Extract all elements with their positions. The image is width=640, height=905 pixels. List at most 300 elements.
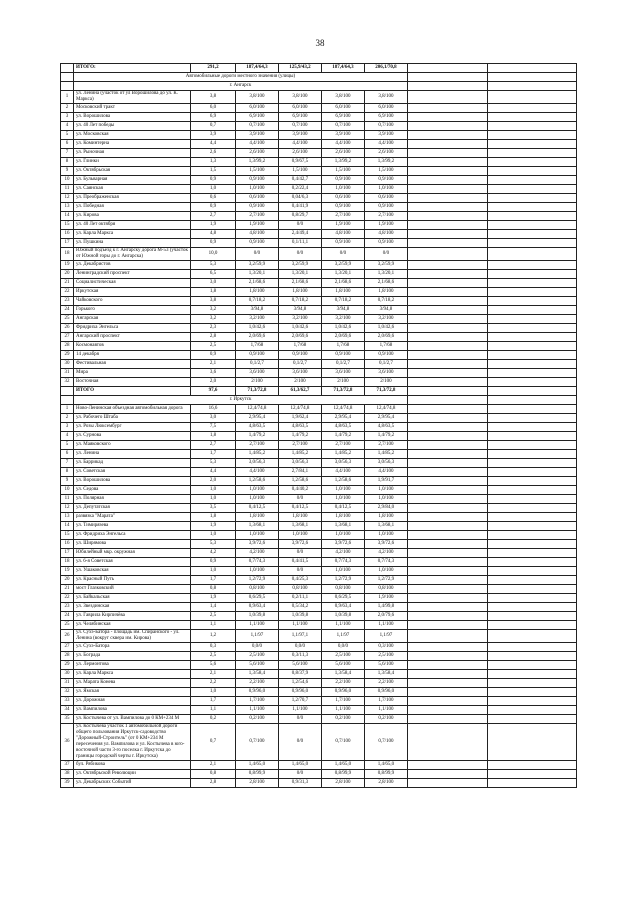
road-name-cell: Восточная: [74, 378, 191, 387]
value-cell-1: 4,8: [191, 230, 236, 239]
value-cell-3: 0,2/22,4: [279, 185, 322, 194]
empty-cell: [488, 306, 577, 315]
value-cell-3: 0,5/34,2: [279, 603, 322, 612]
value-cell-5: 1,0/100: [365, 185, 408, 194]
value-cell-5: 0,8/100: [365, 585, 408, 594]
value-cell-4: 3/94,8: [322, 306, 365, 315]
road-name-cell: Московский тракт: [74, 104, 191, 113]
empty-cell: [488, 91, 577, 104]
table-row: [61, 270, 577, 279]
empty-cell: [408, 540, 488, 549]
road-name-cell: ул. Глинки: [74, 158, 191, 167]
value-cell-3: 0,4/41,5: [279, 558, 322, 567]
total-value-4: 187,4/64,3: [322, 64, 365, 73]
value-cell-5: 0,7/18,2: [365, 297, 408, 306]
value-cell-1: 4,2: [191, 549, 236, 558]
value-cell-4: 1,0/100: [322, 531, 365, 540]
value-cell-4: 0,6/100: [322, 194, 365, 203]
empty-cell: [488, 185, 577, 194]
value-cell-3: 1,0/100: [279, 531, 322, 540]
row-number-cell: 32: [61, 378, 74, 387]
value-cell-5: 1,7/68: [365, 342, 408, 351]
empty-cell: [408, 158, 488, 167]
row-number-cell: 37: [61, 761, 74, 770]
table-row: [61, 203, 577, 212]
table-row: [61, 405, 577, 414]
row-number-cell: 36: [61, 724, 74, 761]
empty-cell: [488, 333, 577, 342]
value-cell-5: 2,0/79,6: [365, 612, 408, 621]
value-cell-2: 0,2/100: [236, 715, 279, 724]
empty-cell: [488, 706, 577, 715]
table-row: [61, 360, 577, 369]
empty-cell: [408, 360, 488, 369]
empty-cell: [408, 432, 488, 441]
table-row: [61, 715, 577, 724]
row-number-cell: 19: [61, 567, 74, 576]
table-row: [61, 441, 577, 450]
row-number-cell: 26: [61, 324, 74, 333]
value-cell-1: 2,8: [191, 779, 236, 788]
value-cell-4: 0,9/100: [322, 351, 365, 360]
value-cell-2: 0,7/74,3: [236, 558, 279, 567]
value-cell-2: 0,7/100: [236, 724, 279, 761]
value-cell-3: 4,4/100: [279, 140, 322, 149]
value-cell-4: 2,7/100: [322, 212, 365, 221]
row-number-cell: 18: [61, 558, 74, 567]
value-cell-2: 0,9/100: [236, 176, 279, 185]
table-row: [61, 315, 577, 324]
value-cell-4: 5,6/100: [322, 661, 365, 670]
table-row: [61, 504, 577, 513]
value-cell-2: 0,9/100: [236, 239, 279, 248]
row-number-cell: 10: [61, 176, 74, 185]
empty-cell: [408, 697, 488, 706]
road-name-cell: ул. Карла Маркса: [74, 670, 191, 679]
table-row: [61, 369, 577, 378]
row-number-cell: 31: [61, 679, 74, 688]
value-cell-3: 1,3/68,1: [279, 522, 322, 531]
value-cell-2: 1,0/100: [236, 495, 279, 504]
empty-cell: [408, 414, 488, 423]
value-cell-5: 6,0/100: [365, 104, 408, 113]
value-cell-1: 1,7: [191, 576, 236, 585]
row-number-cell: 38: [61, 770, 74, 779]
value-cell-3: 0,4/25,3: [279, 576, 322, 585]
road-name-cell: ул. Звездинская: [74, 603, 191, 612]
value-cell-4: 1,1/100: [322, 706, 365, 715]
value-cell-4: 1,0/100: [322, 567, 365, 576]
value-cell-3: 1,0/39,8: [279, 612, 322, 621]
value-cell-3: 1,2/54,6: [279, 679, 322, 688]
empty-cell: [408, 306, 488, 315]
empty-cell: [408, 324, 488, 333]
value-cell-1: 1,0: [191, 567, 236, 576]
table-row: [61, 414, 577, 423]
value-cell-1: 3,2: [191, 306, 236, 315]
table-row: [61, 185, 577, 194]
row-number-cell: 14: [61, 212, 74, 221]
empty-cell: [488, 113, 577, 122]
empty-cell: [408, 270, 488, 279]
road-name-cell: ул. Советская: [74, 468, 191, 477]
value-cell-2: 5,6/100: [236, 661, 279, 670]
value-cell-5: 1,1/100: [365, 706, 408, 715]
value-cell-4: 2/100: [322, 378, 365, 387]
value-cell-5: 3,8/100: [365, 91, 408, 104]
empty-cell: [488, 770, 577, 779]
row-number-cell: 34: [61, 706, 74, 715]
value-cell-1: 6,0: [191, 104, 236, 113]
value-cell-1: 1,0: [191, 688, 236, 697]
empty-cell: [408, 167, 488, 176]
empty-cell: [488, 486, 577, 495]
table-row: [61, 477, 577, 486]
empty-cell: [488, 441, 577, 450]
value-cell-4: 1,7/68: [322, 342, 365, 351]
value-cell-1: 3,6: [191, 369, 236, 378]
value-cell-4: 3,9/72,6: [322, 540, 365, 549]
row-number-cell: 7: [61, 149, 74, 158]
empty-cell: [408, 297, 488, 306]
empty-cell: [488, 630, 577, 643]
empty-cell: [61, 396, 74, 405]
empty-cell: [488, 342, 577, 351]
value-cell-1: 5,6: [191, 661, 236, 670]
table-row: [61, 194, 577, 203]
value-cell-2: 12,4/74,8: [236, 405, 279, 414]
value-cell-4: 1,4/65,0: [322, 761, 365, 770]
empty-cell: [488, 212, 577, 221]
empty-cell: [408, 203, 488, 212]
road-name-cell: ул. Маяковского: [74, 441, 191, 450]
value-cell-2: 1,7/68: [236, 342, 279, 351]
row-number-cell: 5: [61, 441, 74, 450]
empty-cell: [408, 688, 488, 697]
road-name-cell: ул. Тимирязева: [74, 522, 191, 531]
value-cell-1: 0,2: [191, 715, 236, 724]
value-cell-5: 4,8/100: [365, 230, 408, 239]
value-cell-2: 1,4/79,2: [236, 432, 279, 441]
row-number-cell: [61, 387, 74, 396]
value-cell-2: 1,4/85,2: [236, 450, 279, 459]
total-value-2: 187,4/64,3: [236, 64, 279, 73]
value-cell-4: 1,3/99,2: [322, 158, 365, 167]
value-cell-1: 0,8: [191, 770, 236, 779]
value-cell-3: 0/0: [279, 221, 322, 230]
city-angarsk-row: [61, 82, 577, 91]
empty-cell: [488, 73, 577, 82]
empty-cell: [488, 297, 577, 306]
value-cell-4: 1,4/79,2: [322, 432, 365, 441]
value-cell-1: 1,1: [191, 621, 236, 630]
empty-cell: [488, 315, 577, 324]
value-cell-5: 1,1/97: [365, 630, 408, 643]
value-cell-5: 3/94,8: [365, 306, 408, 315]
value-cell-1: 1,8: [191, 432, 236, 441]
value-cell-2: 1,9/100: [236, 221, 279, 230]
value-cell-4: 6,0/100: [322, 104, 365, 113]
empty-cell: [408, 221, 488, 230]
table-row: [61, 679, 577, 688]
empty-cell: [408, 140, 488, 149]
road-name-cell: 14 декабря: [74, 351, 191, 360]
value-cell-2: 1,2/58,6: [236, 477, 279, 486]
empty-cell: [488, 688, 577, 697]
value-cell-2: 4,2/100: [236, 549, 279, 558]
table-row: [61, 630, 577, 643]
value-cell-3: 0/0: [279, 248, 322, 261]
table-row: [61, 468, 577, 477]
value-cell-5: 4,4/100: [365, 468, 408, 477]
value-cell-5: 1,0/100: [365, 495, 408, 504]
value-cell-2: 2,7/100: [236, 212, 279, 221]
value-cell-3: 0,9/31,3: [279, 779, 322, 788]
row-number-cell: 13: [61, 203, 74, 212]
road-name-cell: Космонавтов: [74, 342, 191, 351]
value-cell-2: 2,0/69,6: [236, 333, 279, 342]
empty-cell: [408, 279, 488, 288]
value-cell-1: 0,9: [191, 176, 236, 185]
value-cell-1: 0,3: [191, 643, 236, 652]
value-cell-3: 3,9/100: [279, 131, 322, 140]
empty-cell: [488, 176, 577, 185]
value-cell-3: 0,9/100: [279, 351, 322, 360]
value-cell-4: 1,0/100: [322, 486, 365, 495]
value-cell-5: 2,5/100: [365, 652, 408, 661]
empty-cell: [408, 441, 488, 450]
row-number-cell: 9: [61, 477, 74, 486]
value-cell-5: 0,1/2,7: [365, 360, 408, 369]
value-cell-5: 0,2/100: [365, 715, 408, 724]
value-cell-3: 0,1/11,1: [279, 239, 322, 248]
empty-cell: [488, 221, 577, 230]
value-cell-4: 1,0/100: [322, 185, 365, 194]
value-cell-1: 0,7: [191, 724, 236, 761]
value-cell-1: 2,8: [191, 333, 236, 342]
value-cell-4: 1,0/100: [322, 495, 365, 504]
value-cell-5: 1,3/99,2: [365, 158, 408, 167]
city-irkutsk-row-label: г. Иркутск: [74, 396, 408, 405]
value-cell-2: 2,8/100: [236, 779, 279, 788]
road-name-cell: ул. Карла Маркса: [74, 230, 191, 239]
table-row: [61, 230, 577, 239]
empty-cell: [488, 459, 577, 468]
table-row: [61, 158, 577, 167]
table-row: [61, 688, 577, 697]
empty-cell: [488, 594, 577, 603]
empty-cell: [408, 261, 488, 270]
value-cell-5: 0,9/100: [365, 176, 408, 185]
total-value-3: 61,3/62,7: [279, 387, 322, 396]
value-cell-2: 1,0/100: [236, 567, 279, 576]
value-cell-2: 1,1/97: [236, 630, 279, 643]
row-number-cell: 32: [61, 688, 74, 697]
road-name-cell: ул. Ленина: [74, 450, 191, 459]
value-cell-3: 0,0/0: [279, 643, 322, 652]
row-number-cell: 17: [61, 239, 74, 248]
empty-cell: [408, 576, 488, 585]
road-name-cell: ул. Депутатская: [74, 504, 191, 513]
value-cell-2: 1,7/100: [236, 697, 279, 706]
empty-cell: [408, 513, 488, 522]
table-row: [61, 297, 577, 306]
value-cell-4: 1,3/68,1: [322, 522, 365, 531]
road-name-cell: ул. Октябрьская: [74, 167, 191, 176]
empty-cell: [408, 567, 488, 576]
value-cell-3: 0/0: [279, 495, 322, 504]
road-name-cell: ул. 40 Лет октября: [74, 221, 191, 230]
road-name-cell: ул. Марата Конева: [74, 679, 191, 688]
table-row: [61, 652, 577, 661]
value-cell-5: 0,6/100: [365, 194, 408, 203]
value-cell-5: 1,0/100: [365, 567, 408, 576]
empty-cell: [488, 149, 577, 158]
value-cell-4: 0,8/100: [322, 585, 365, 594]
value-cell-2: 0/0: [236, 248, 279, 261]
value-cell-4: 1,1/97: [322, 630, 365, 643]
road-name-cell: Мира: [74, 369, 191, 378]
value-cell-2: 0,0/0: [236, 643, 279, 652]
road-name-cell: ул. Рыночная: [74, 149, 191, 158]
value-cell-2: 0,8/99,9: [236, 770, 279, 779]
empty-cell: [408, 504, 488, 513]
empty-cell: [408, 82, 488, 91]
road-name-cell: Ангарская: [74, 315, 191, 324]
value-cell-3: 2,6/100: [279, 149, 322, 158]
value-cell-5: 0,9/100: [365, 203, 408, 212]
value-cell-3: 2,0/69,6: [279, 333, 322, 342]
value-cell-1: 2,6: [191, 149, 236, 158]
value-cell-4: 1,9/100: [322, 221, 365, 230]
value-cell-2: 1,3/20,1: [236, 270, 279, 279]
table-row: [61, 122, 577, 131]
value-cell-5: 2,2/100: [365, 679, 408, 688]
value-cell-1: 1,9: [191, 221, 236, 230]
row-number-cell: 10: [61, 486, 74, 495]
value-cell-1: 0,6: [191, 194, 236, 203]
road-name-cell: мост Глазковский: [74, 585, 191, 594]
empty-cell: [488, 203, 577, 212]
value-cell-4: 3,8/100: [322, 91, 365, 104]
table-row: [61, 670, 577, 679]
row-number-cell: 24: [61, 612, 74, 621]
value-cell-5: 0,8/99,9: [365, 770, 408, 779]
empty-cell: [408, 531, 488, 540]
empty-cell: [488, 477, 577, 486]
value-cell-4: 0/0: [322, 248, 365, 261]
table-row: [61, 450, 577, 459]
value-cell-4: 0,8/99,9: [322, 770, 365, 779]
empty-cell: [488, 230, 577, 239]
road-name-cell: ул. 40 Лет победы: [74, 122, 191, 131]
value-cell-5: 3,0/56,3: [365, 459, 408, 468]
value-cell-3: 0,4/12,5: [279, 504, 322, 513]
value-cell-2: 4,8/63,5: [236, 423, 279, 432]
road-name-cell: бул. Рябикова: [74, 761, 191, 770]
value-cell-2: 1,3/99,2: [236, 158, 279, 167]
empty-cell: [408, 558, 488, 567]
value-cell-1: 1,7: [191, 697, 236, 706]
value-cell-4: 1,1/100: [322, 621, 365, 630]
empty-cell: [408, 185, 488, 194]
empty-cell: [408, 661, 488, 670]
value-cell-1: 2,1: [191, 360, 236, 369]
value-cell-4: 3,6/100: [322, 369, 365, 378]
value-cell-4: 1,0/42,6: [322, 324, 365, 333]
value-cell-5: 1,8/100: [365, 288, 408, 297]
value-cell-2: 2,2/100: [236, 679, 279, 688]
value-cell-5: 2,8/100: [365, 779, 408, 788]
value-cell-4: 2,2/100: [322, 679, 365, 688]
value-cell-4: 0,9/100: [322, 239, 365, 248]
value-cell-4: 4,4/100: [322, 468, 365, 477]
value-cell-2: 3/94,8: [236, 306, 279, 315]
road-name-cell: ул. Костычева от ул. Вампилова до 0 КМ+234 М: [74, 715, 191, 724]
total-label: ИТОГО: [74, 387, 191, 396]
table-row: [61, 378, 577, 387]
value-cell-2: 1,2/72,9: [236, 576, 279, 585]
empty-cell: [488, 405, 577, 414]
value-cell-3: 1,8/100: [279, 288, 322, 297]
road-name-cell: Социалистическая: [74, 279, 191, 288]
value-cell-3: 1,5/100: [279, 167, 322, 176]
value-cell-1: 10,0: [191, 248, 236, 261]
table-row: [61, 342, 577, 351]
empty-cell: [488, 531, 577, 540]
empty-cell: [488, 450, 577, 459]
row-number-cell: 13: [61, 513, 74, 522]
table-row: [61, 540, 577, 549]
table-row: [61, 113, 577, 122]
row-number-cell: 2: [61, 414, 74, 423]
value-cell-1: 1,0: [191, 486, 236, 495]
road-name-cell: ул. Рабочего Штаба: [74, 414, 191, 423]
value-cell-5: 2,7/100: [365, 441, 408, 450]
value-cell-4: 1,2/58,6: [322, 477, 365, 486]
value-cell-2: 1,5/100: [236, 167, 279, 176]
value-cell-4: 0,9/100: [322, 203, 365, 212]
road-name-cell: ул. Баррикад: [74, 459, 191, 468]
table-row: [61, 432, 577, 441]
value-cell-5: 2/100: [365, 378, 408, 387]
empty-cell: [488, 513, 577, 522]
row-number-cell: 1: [61, 91, 74, 104]
road-name-cell: ул. Пушкина: [74, 239, 191, 248]
value-cell-4: 2,6/100: [322, 149, 365, 158]
value-cell-5: 1,0/100: [365, 531, 408, 540]
value-cell-3: 0/0: [279, 770, 322, 779]
empty-cell: [61, 82, 74, 91]
row-number-cell: 28: [61, 652, 74, 661]
value-cell-2: 2,6/100: [236, 149, 279, 158]
empty-cell: [408, 342, 488, 351]
value-cell-5: 1,1/100: [365, 621, 408, 630]
value-cell-5: 0,9/96,0: [365, 688, 408, 697]
table-row: [61, 279, 577, 288]
road-name-cell: ул. Бограда: [74, 652, 191, 661]
value-cell-1: 6,9: [191, 113, 236, 122]
value-cell-3: 1,2/58,6: [279, 477, 322, 486]
value-cell-2: 1,0/42,6: [236, 324, 279, 333]
empty-cell: [408, 468, 488, 477]
table-row: [61, 603, 577, 612]
empty-cell: [488, 248, 577, 261]
value-cell-1: 7,5: [191, 423, 236, 432]
table-row: [61, 558, 577, 567]
row-number-cell: 28: [61, 342, 74, 351]
empty-cell: [408, 495, 488, 504]
